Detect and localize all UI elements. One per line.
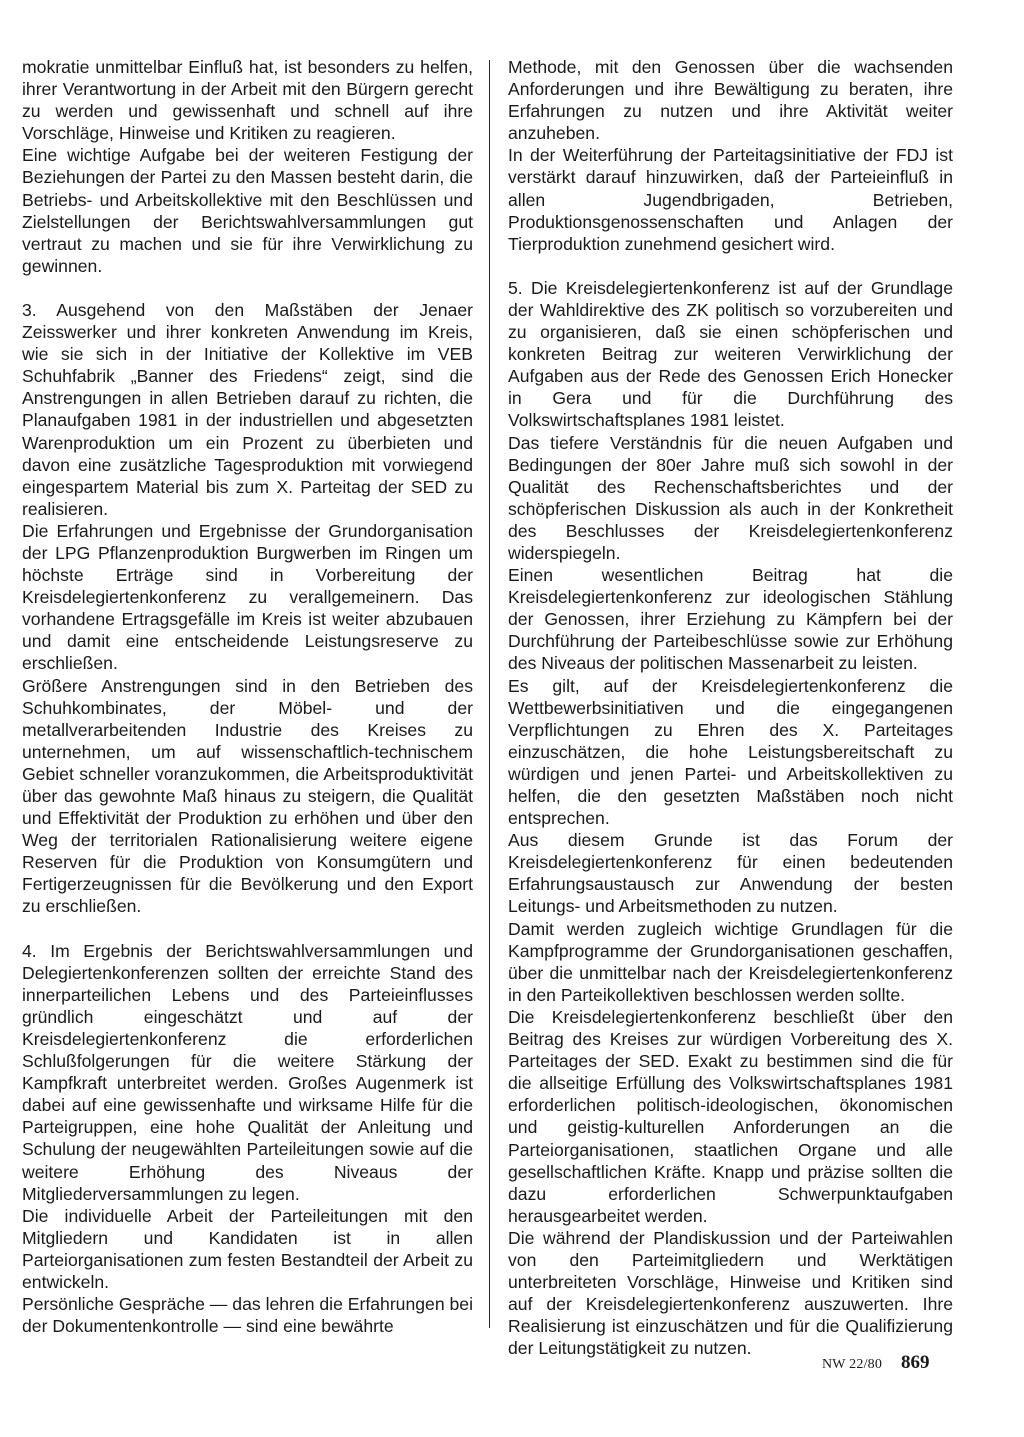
paragraph: Das tiefere Verständnis für die neuen Aufgaben und Bedingungen der 80er Jahre muß sich sowohl in der Qualität des Rechenschaftsberichtes und der schöpferischen Diskussion als auch in der Konkretheit des Beschlusses der Kreisdelegiertenkonferenz widerspiegeln. [508,432,953,563]
column-divider [489,60,490,1328]
left-column [22,56,473,1337]
page-number: 869 [901,1352,930,1373]
issue-label: NW 22/80 [822,1357,883,1372]
paragraph: Damit werden zugleich wichtige Grundlagen für die Kampfprogramme der Grundorganisationen geschaffen, über die unmittelbar nach der Kreisdelegiertenkonferenz in den Parteikollektiven beschlossen werden sollte. [508,918,953,1005]
paragraph-section-5: 5. Die Kreisdelegiertenkonferenz ist auf der Grundlage der Wahldirektive des ZK politisch so vorzubereiten und zu organisieren, daß sie einen schöpferischen und konkreten Beitrag zur weiteren Verwirklichung der Aufgaben aus der Rede des Genossen Erich Honecker in Gera und für die Durchführung des Volkswirtschaftsplanes 1981 leistet. [508,277,953,431]
paragraph: Eine wichtige Aufgabe bei der weiteren Festigung der Beziehungen der Partei zu den Massen besteht darin, die Betriebs- und Arbeitskollektive mit den Beschlüssen und Zielstellungen der Berichtswahlversammlungen gut vertraut zu machen und sie für ihre Verwirklichung zu gewinnen. [22,145,473,276]
paragraph: Größere Anstrengungen sind in den Betrieben des Schuhkombinates, der Möbel- und der metallverarbeitenden Industrie des Kreises zu unternehmen, um auf wissenschaftlich-technischem Gebiet schneller voranzukommen, die Arbeitsproduktivität über das gewohnte Maß hinaus zu steigern, die Qualität und Effektivität der Produktion zu erhöhen und über den Weg der territorialen Rationalisierung weitere eigene Reserven für die Produktion von Konsumgütern und Fertigerzeugnissen für die Bevölkerung und den Export zu erschließen. [22,675,473,917]
paragraph: Es gilt, auf der Kreisdelegiertenkonferenz die Wettbewerbsinitiativen und die eingegangenen Verpflichtungen zu Ehren des X. Parteitages einzuschätzen, die hohe Leistungsbereitschaft zu würdigen und jenen Partei- und Arbeitskollektiven zu helfen, die den gesetzten Maßstäben noch nicht entsprechen. [508,675,953,829]
paragraph-section-4: 4. Im Ergebnis der Berichtswahlversammlungen und Delegiertenkonferenzen sollten der erreichte Stand des innerparteilichen Lebens und des Parteieinflusses gründlich eingeschätzt und auf der Kreisdelegiertenkonferenz die erforderlichen Schlußfolgerungen für die weitere Stärkung der Kampfkraft unterbreitet werden. Großes Augenmerk ist dabei auf eine gewissenhafte und wirksame Hilfe für die Parteigruppen, eine hohe Qualität der Anleitung und Schulung der neugewählten Parteileitungen sowie auf die weitere Erhöhung des Niveaus der Mitgliederversammlungen zu legen. [22,940,473,1204]
paragraph: Einen wesentlichen Beitrag hat die Kreisdelegiertenkonferenz zur ideologischen Stählung der Genossen, ihrer Erziehung zu Kämpfern bei der Durchführung der Parteibeschlüsse sowie zur Erhöhung des Niveaus der politischen Massenarbeit zu leisten. [508,565,953,674]
paragraph: mokratie unmittelbar Einfluß hat, ist besonders zu helfen, ihrer Verantwortung in der Arbeit mit den Bürgern gerecht zu werden und gewissenhaft und schnell auf ihre Vorschläge, Hinweise und Kritiken zu reagieren. [22,57,473,144]
paragraph: Methode, mit den Genossen über die wachsenden Anforderungen und ihre Bewältigung zu beraten, ihre Erfahrungen zu nutzen und ihre Aktivität weiter anzuheben. [508,57,953,144]
paragraph: Die Kreisdelegiertenkonferenz beschließt über den Beitrag des Kreises zur würdigen Vorbereitung des X. Parteitages der SED. Exakt zu bestimmen sind die für die allseitige Erfüllung des Volkswirtschaftsplanes 1981 erforderlichen politisch-ideologischen, ökonomischen und geistig-kulturellen Anforderungen an die Parteiorganisationen, staatlichen Organe und alle gesellschaftlichen Kräfte. Knapp und präzise sollten die dazu erforderlichen Schwerpunktaufgaben herausgearbeitet werden. [508,1006,953,1226]
paragraph: Die individuelle Arbeit der Parteileitungen mit den Mitgliedern und Kandidaten ist in allen Parteiorganisationen zum festen Bestandteil der Arbeit zu entwickeln. [22,1205,473,1292]
paragraph: Aus diesem Grunde ist das Forum der Kreisdelegiertenkonferenz für einen bedeutenden Erfahrungsaustausch zur Anwendung der besten Leitungs- und Arbeitsmethoden zu nutzen. [508,830,953,917]
paragraph: Die Erfahrungen und Ergebnisse der Grundorganisation der LPG Pflanzenproduktion Burgwerben im Ringen um höchste Erträge sind in Vorbereitung der Kreisdelegiertenkonferenz zu verallgemeinern. Das vorhandene Ertragsgefälle im Kreis ist weiter abzubauen und damit eine entscheidende Leistungsreserve zu erschließen. [22,520,473,674]
paragraph: In der Weiterführung der Parteitagsinitiative der FDJ ist verstärkt darauf hinzuwirken, daß der Parteieinfluß in allen Jugendbrigaden, Betrieben, Produktionsgenossenschaften und Anlagen der Tierproduktion zunehmend gesichert wird. [508,145,953,254]
paragraph-section-3: 3. Ausgehend von den Maßstäben der Jenaer Zeisswerker und ihrer konkreten Anwendung im Kreis, wie sie sich in der Initiative der Kollektive im VEB Schuhfabrik „Banner des Friedens“ zeigt, sind die Anstrengungen in allen Betrieben darauf zu richten, die Planaufgaben 1981 in der industriellen und abgesetzten Warenproduktion um ein Prozent zu überbieten und davon eine zusätzliche Tagesproduktion mit vorwiegend eingespartem Material bis zum X. Parteitag der SED zu realisieren. [22,299,473,519]
paragraph: Die während der Plandiskussion und der Parteiwahlen von den Parteimitgliedern und Werktätigen unterbreiteten Vorschläge, Hinweise und Kritiken sind auf der Kreisdelegiertenkonferenz auszuwerten. Ihre Realisierung ist einzuschätzen und für die Qualifizierung der Leitungstätigkeit zu nutzen. [508,1227,953,1359]
paragraph: Persönliche Gespräche — das lehren die Erfahrungen bei der Dokumentenkontrolle — sind eine bewährte [22,1294,473,1337]
right-column [508,56,953,1359]
